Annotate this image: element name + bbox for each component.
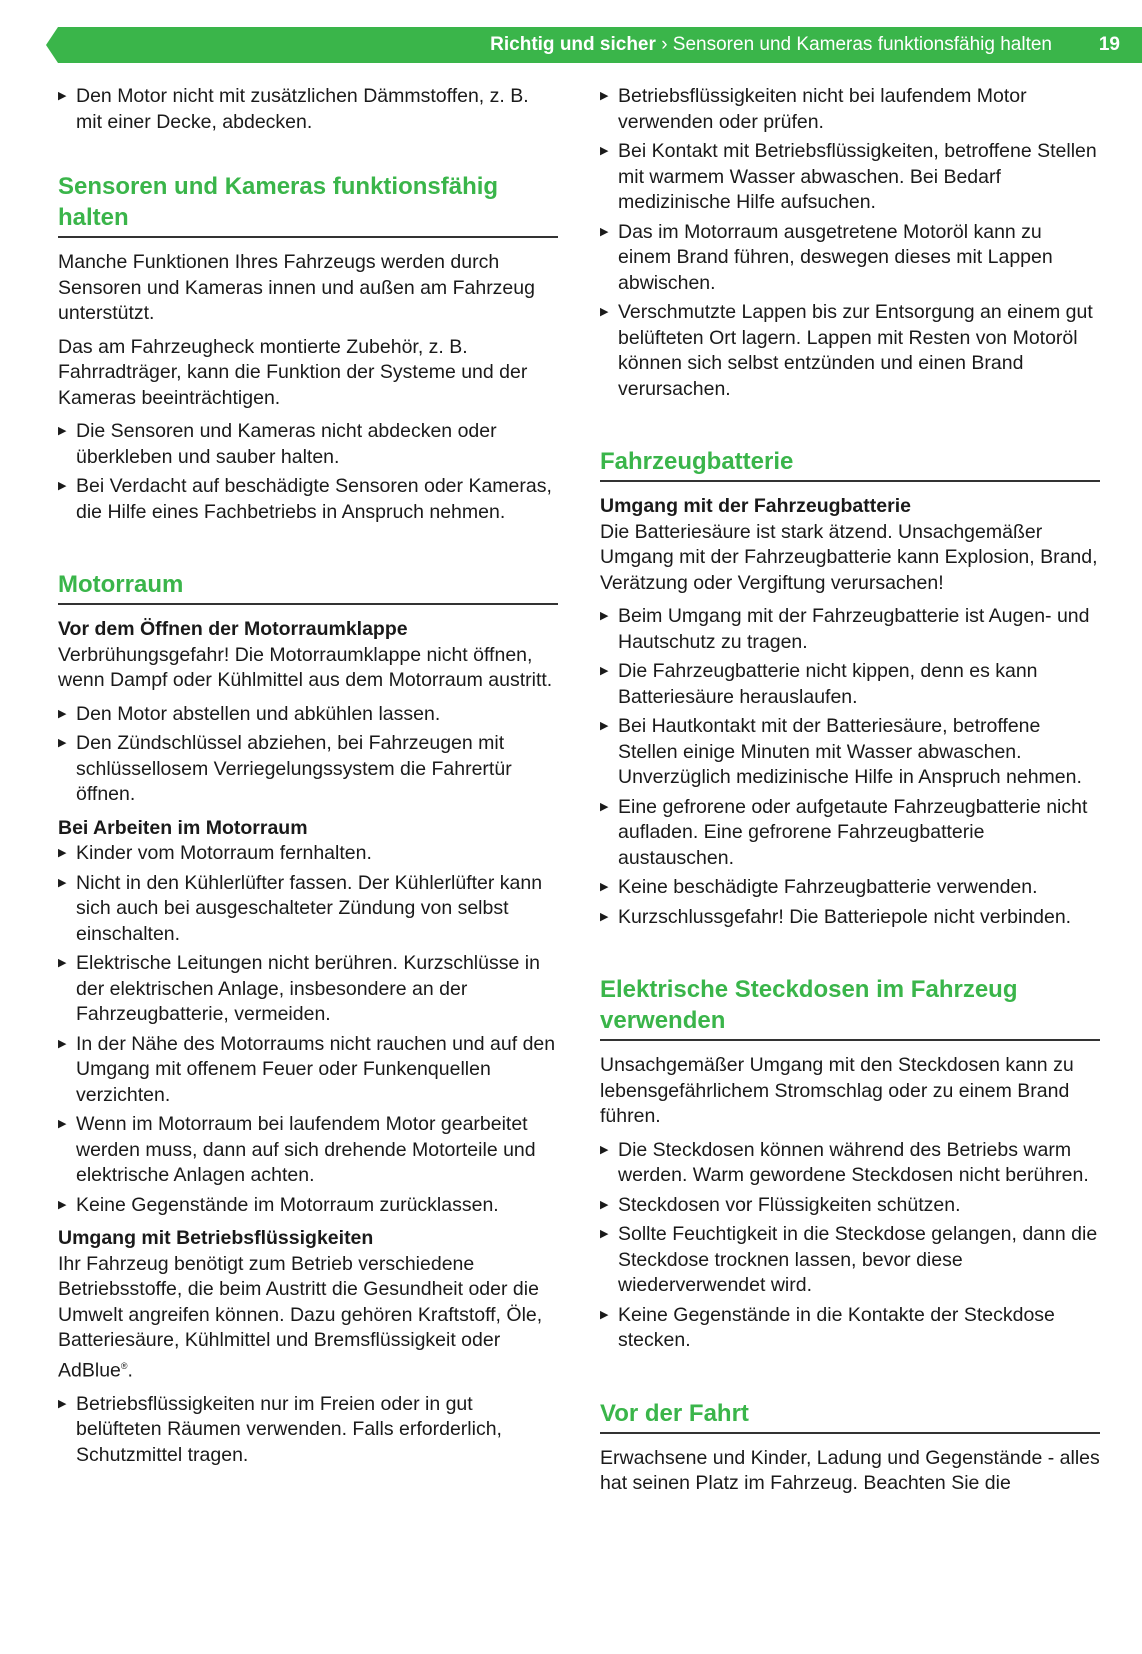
breadcrumb (490, 27, 1052, 63)
breadcrumb-section: Sensoren und Kameras funktionsfähig halten (672, 34, 1052, 55)
bullet-item: ▶ Bei Kontakt mit Betriebsflüssigkeiten, betroffene Stellen mit warmem Wasser abwaschen. Bei Bedarf medizinische Hilfe aufsuchen. (600, 139, 1100, 216)
bullet-item: ▶ Steckdosen vor Flüssigkeiten schützen. (600, 1193, 1100, 1219)
bullet-list (58, 841, 558, 1218)
paragraph: Verbrühungsgefahr! Die Motorraumklappe nicht öffnen, wenn Dampf oder Kühlmittel aus dem Motorraum austritt. (58, 643, 553, 691)
bullet-item: ▶ Die Steckdosen können während des Betriebs warm werden. Warm gewordene Steckdosen nicht berühren. (600, 1138, 1100, 1189)
bullet-item: ▶ Betriebsflüssigkeiten nicht bei laufendem Motor verwenden oder prüfen. (600, 84, 1100, 135)
breadcrumb-chapter: Richtig und sicher (490, 34, 656, 55)
subheading: Vor dem Öffnen der Motorraumklappe (58, 618, 408, 640)
bullet-item: ▶ Elektrische Leitungen nicht berühren. Kurzschlüsse in der elektrischen Anlage, insbesondere an der Fahrzeugbatterie, vermeiden. (58, 951, 558, 1028)
section-title-sensors: Sensoren und Kameras funktionsfähig halten (58, 171, 558, 238)
bullet-list (600, 1138, 1100, 1354)
bullet-list (58, 702, 558, 808)
registered-mark: ® (120, 1360, 128, 1371)
paragraph: Das am Fahrzeugheck montierte Zubehör, z. B. Fahrradträger, kann die Funktion der Systeme und der Kameras beeinträchtigen. (58, 335, 528, 409)
bullet-item: ▶ Keine Gegenstände im Motorraum zurücklassen. (58, 1193, 558, 1219)
section-title-sockets: Elektrische Steckdosen im Fahrzeug verwenden (600, 974, 1100, 1041)
right-column (600, 84, 1100, 1505)
bullet-item: ▶ Nicht in den Kühlerlüfter fassen. Der Kühlerlüfter kann sich auch bei ausgeschalteter Zündung von selbst einschalten. (58, 871, 558, 948)
left-column (58, 84, 558, 1476)
bullet-item: ▶ Verschmutzte Lappen bis zur Entsorgung an einem gut belüfteten Ort lagern. Lappen mit Resten von Motoröl können sich selbst entzünden und einen Brand verursachen. (600, 300, 1100, 402)
bullet-item: ▶ Kinder vom Motorraum fernhalten. (58, 841, 558, 867)
bullet-item: ▶ Eine gefrorene oder aufgetaute Fahrzeugbatterie nicht aufladen. Eine gefrorene Fahrzeugbatterie austauschen. (600, 795, 1100, 872)
subheading: Bei Arbeiten im Motorraum (58, 816, 308, 839)
bullet-item: ▶ Sollte Feuchtigkeit in die Steckdose gelangen, dann die Steckdose trocknen lassen, bevor diese wiederverwendet wird. (600, 1222, 1100, 1299)
bullet-list (600, 84, 1100, 402)
bullet-item: ▶ Das im Motorraum ausgetretene Motoröl kann zu einem Brand führen, deswegen dieses mit Lappen abwischen. (600, 220, 1100, 297)
paragraph: Unsachgemäßer Umgang mit den Steckdosen kann zu lebensgefährlichem Stromschlag oder zu einem Brand führen. (600, 1054, 1074, 1127)
bullet-item: ▶ Keine Gegenstände in die Kontakte der Steckdose stecken. (600, 1303, 1100, 1354)
subheading: Umgang mit der Fahrzeugbatterie (600, 495, 911, 517)
breadcrumb-separator: › (661, 34, 668, 55)
paragraph: Ihr Fahrzeug benötigt zum Betrieb verschiedene Betriebsstoffe, die beim Austritt die Gesundheit oder die Umwelt angreifen können. Dazu gehören Kraftstoff, Öle, Batteriesäure, Kühlmittel und Bremsflüssigkeit oder AdBlue®. (58, 1252, 543, 1381)
bullet-item: ▶ Betriebsflüssigkeiten nur im Freien oder in gut belüfteten Räumen verwenden. Falls erforderlich, Schutzmittel tragen. (58, 1392, 558, 1469)
bullet-item: ▶ In der Nähe des Motorraums nicht rauchen und auf den Umgang mit offenem Feuer oder Funkenquellen verzichten. (58, 1032, 558, 1109)
header-bar (58, 27, 1142, 63)
bullet-item: ▶ Kurzschlussgefahr! Die Batteriepole nicht verbinden. (600, 905, 1100, 931)
bullet-list (600, 604, 1100, 930)
paragraph: Erwachsene und Kinder, Ladung und Gegenstände - alles hat seinen Platz im Fahrzeug. Beachten Sie die (600, 1446, 1100, 1494)
section-title-drive: Vor der Fahrt (600, 1398, 1100, 1434)
bullet-item: ▶ Den Zündschlüssel abziehen, bei Fahrzeugen mit schlüssellosem Verriegelungssystem die Fahrertür öffnen. (58, 731, 558, 808)
paragraph: Manche Funktionen Ihres Fahrzeugs werden durch Sensoren und Kameras innen und außen am Fahrzeug unterstützt. (58, 251, 535, 324)
bullet-list (58, 84, 558, 135)
bullet-list (58, 1392, 558, 1469)
bullet-item: ▶ Den Motor abstellen und abkühlen lassen. (58, 702, 558, 728)
section-title-motorraum: Motorraum (58, 569, 558, 605)
bullet-item: ▶ Bei Verdacht auf beschädigte Sensoren oder Kameras, die Hilfe eines Fachbetriebs in Anspruch nehmen. (58, 474, 558, 525)
subheading: Umgang mit Betriebsflüssigkeiten (58, 1227, 374, 1249)
page-number: 19 (1098, 34, 1120, 55)
section-title-battery: Fahrzeugbatterie (600, 446, 1100, 482)
bullet-item: ▶ Wenn im Motorraum bei laufendem Motor gearbeitet werden muss, dann auf sich drehende Motorteile und elektrische Anlagen achten. (58, 1112, 558, 1189)
paragraph: Die Batteriesäure ist stark ätzend. Unsachgemäßer Umgang mit der Fahrzeugbatterie kann Explosion, Brand, Verätzung oder Vergiftung verursachen! (600, 520, 1098, 594)
bullet-item: ▶ Keine beschädigte Fahrzeugbatterie verwenden. (600, 875, 1100, 901)
bullet-list (58, 419, 558, 525)
bullet-item: ▶ Bei Hautkontakt mit der Batteriesäure, betroffene Stellen einige Minuten mit Wasser abwaschen. Unverzüglich medizinische Hilfe in Anspruch nehmen. (600, 714, 1100, 791)
bullet-item: ▶ Die Fahrzeugbatterie nicht kippen, denn es kann Batteriesäure herauslaufen. (600, 659, 1100, 710)
bullet-item: ▶ Beim Umgang mit der Fahrzeugbatterie ist Augen- und Hautschutz zu tragen. (600, 604, 1100, 655)
bullet-item: ▶ Den Motor nicht mit zusätzlichen Dämmstoffen, z. B. mit einer Decke, abdecken. (58, 84, 558, 135)
bullet-item: ▶ Die Sensoren und Kameras nicht abdecken oder überkleben und sauber halten. (58, 419, 558, 470)
